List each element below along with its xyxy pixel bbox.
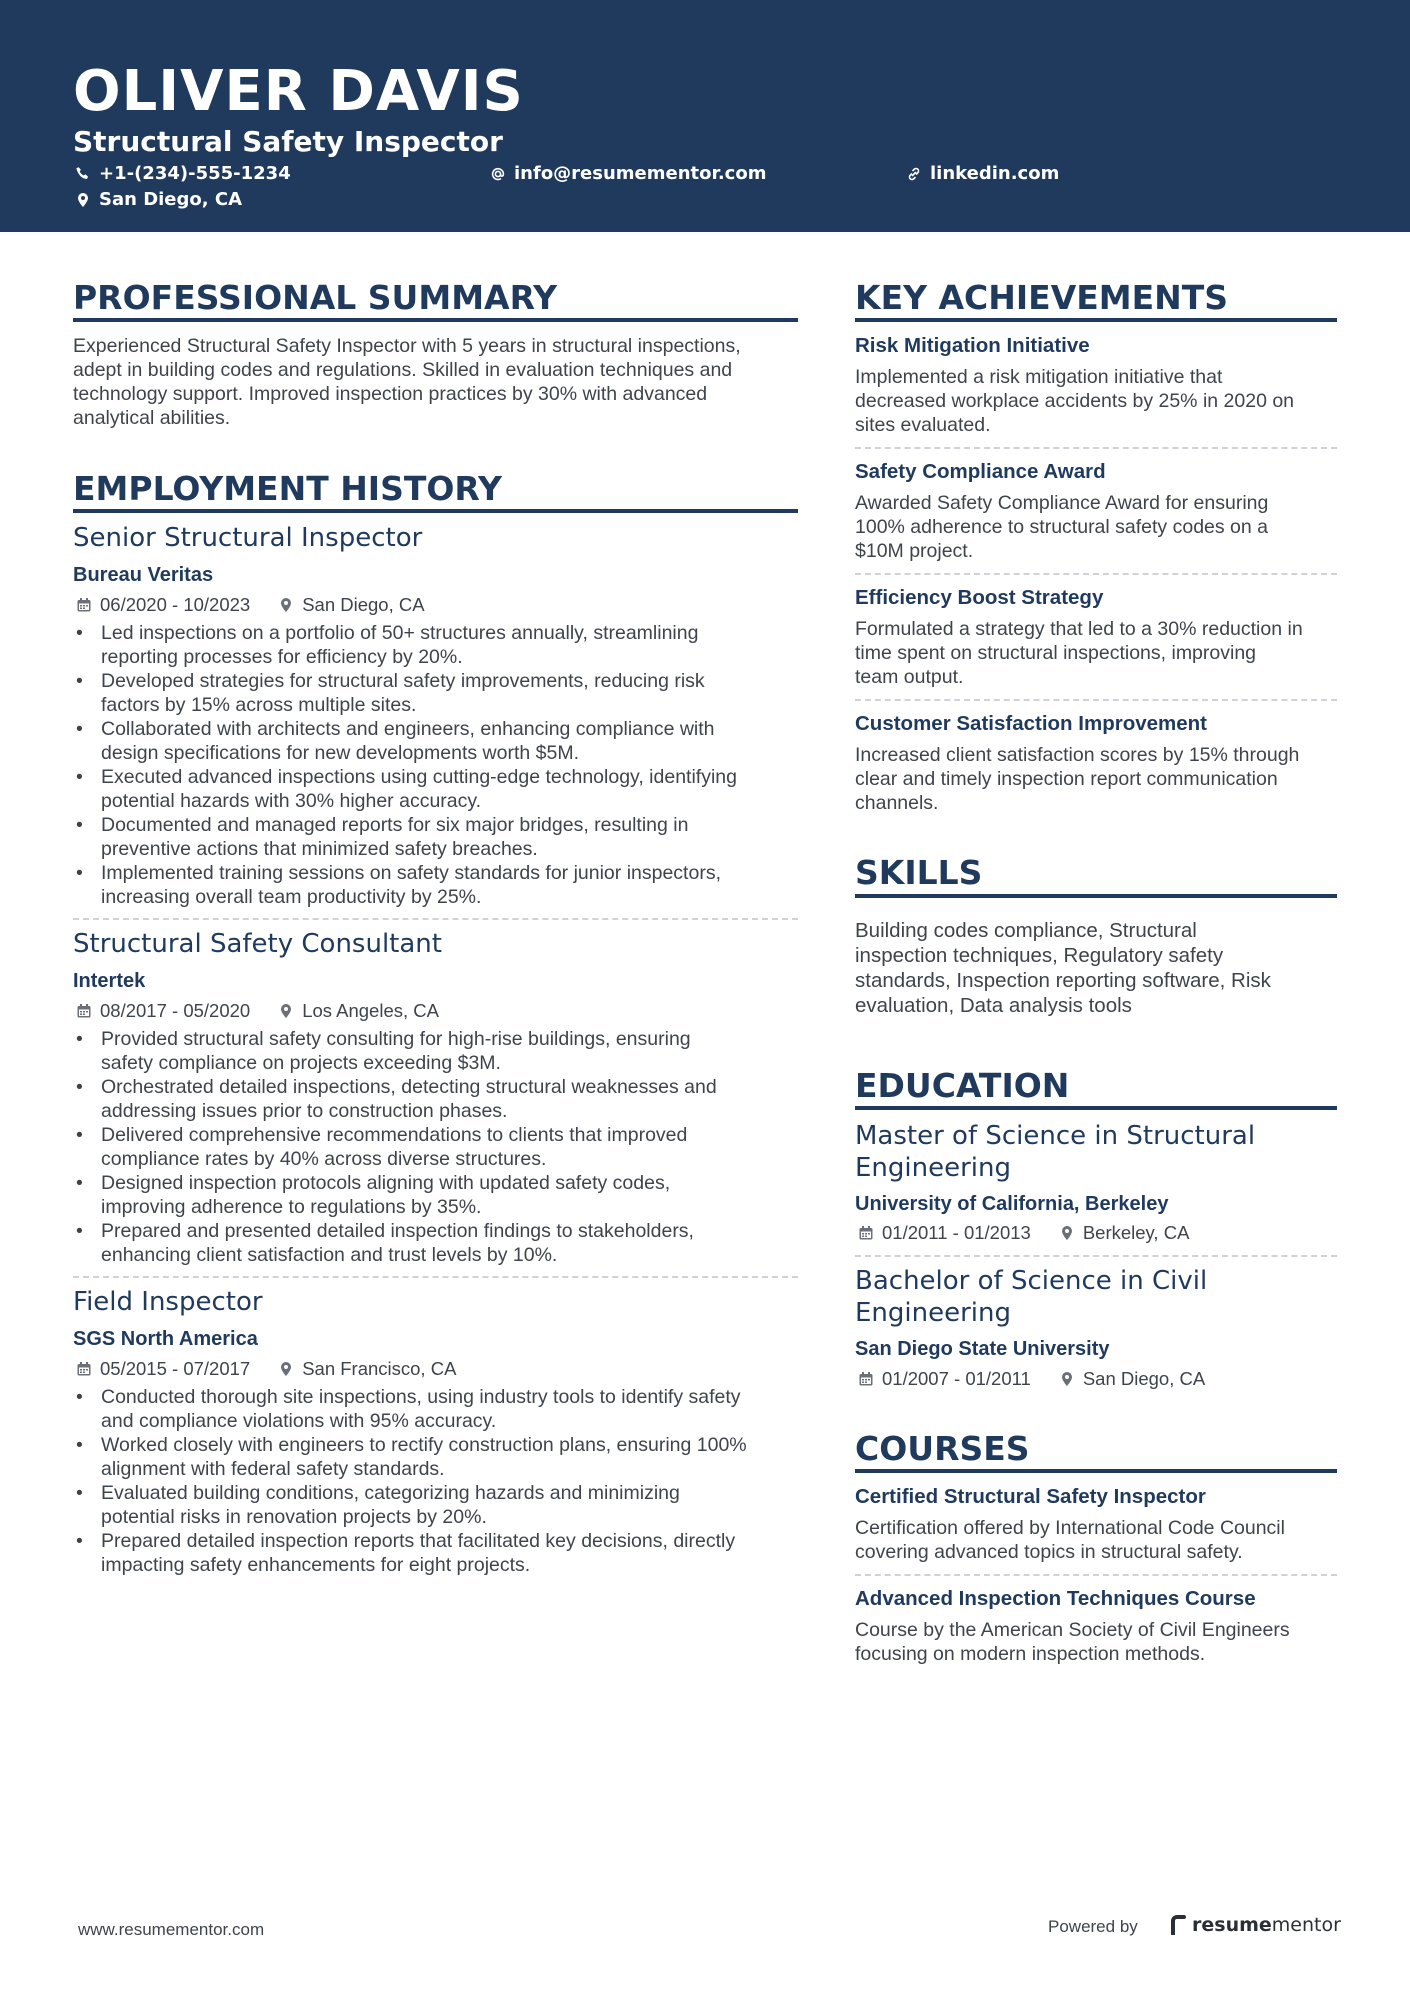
job-dates: 05/2015 - 07/2017 xyxy=(100,1358,251,1379)
calendar-icon xyxy=(858,1371,874,1387)
brand-logo[interactable] xyxy=(1170,1914,1341,1936)
location-pin-icon xyxy=(278,597,294,613)
company-name: Bureau Veritas xyxy=(73,564,214,586)
employment-heading: EMPLOYMENT HISTORY xyxy=(73,469,502,508)
skills-rule xyxy=(855,894,1337,898)
job-bullet: • Prepared and presented detailed inspection findings to stakeholders, enhancing client satisfaction and trust levels by 10%. xyxy=(73,1219,813,1267)
job-bullet: • Evaluated building conditions, categorizing hazards and minimizing potential risks in renovation projects by 20%. xyxy=(73,1481,813,1529)
job-location: San Francisco, CA xyxy=(302,1358,457,1379)
job-meta xyxy=(76,999,439,1023)
candidate-name: OLIVER DAVIS xyxy=(73,59,524,124)
job-bullet: • Developed strategies for structural safety improvements, reducing risk factors by 15% across multiple sites. xyxy=(73,669,813,717)
candidate-title: Structural Safety Inspector xyxy=(73,125,503,158)
job-bullets xyxy=(73,1385,813,1577)
job-dates: 06/2020 - 10/2023 xyxy=(100,594,251,615)
location-pin-icon xyxy=(278,1361,294,1377)
summary-line: analytical abilities. xyxy=(73,407,231,429)
email-contact[interactable] xyxy=(490,162,766,186)
calendar-icon xyxy=(76,1003,92,1019)
calendar-icon xyxy=(858,1225,874,1241)
job-bullet: • Delivered comprehensive recommendations to clients that improved compliance rates by 40% across diverse structures. xyxy=(73,1123,813,1171)
job-bullet: • Conducted thorough site inspections, using industry tools to identify safety and compliance violations with 95% accuracy. xyxy=(73,1385,813,1433)
phone-contact[interactable] xyxy=(75,162,291,186)
education-meta xyxy=(858,1221,1189,1245)
achievements-rule xyxy=(855,318,1337,322)
calendar-icon xyxy=(76,1361,92,1377)
education-rule xyxy=(855,1106,1337,1110)
education-meta xyxy=(858,1367,1205,1391)
course-title: Advanced Inspection Techniques Course xyxy=(855,1587,1256,1610)
summary-line: technology support. Improved inspection practices by 30% with advanced xyxy=(73,383,708,405)
education-dates: 01/2011 - 01/2013 xyxy=(882,1222,1031,1243)
company-name: SGS North America xyxy=(73,1328,258,1350)
location-pin-icon xyxy=(1059,1225,1075,1241)
school-name: University of California, Berkeley xyxy=(855,1193,1169,1215)
resumementor-logo-icon xyxy=(1170,1915,1188,1935)
job-bullet: • Provided structural safety consulting for high-rise buildings, ensuring safety compliance on projects exceeding $3M. xyxy=(73,1027,813,1075)
location-contact xyxy=(75,188,242,212)
achievement-text: Formulated a strategy that led to a 30% reduction in time spent on structural inspections, improving team output. xyxy=(855,618,1303,688)
education-dates: 01/2007 - 01/2011 xyxy=(882,1368,1031,1389)
courses-rule xyxy=(855,1469,1337,1473)
achievement-title: Safety Compliance Award xyxy=(855,460,1106,483)
summary-text xyxy=(73,334,741,430)
brand-name: resumementor xyxy=(1192,1914,1341,1936)
phone-icon xyxy=(75,166,91,182)
achievement-text: Implemented a risk mitigation initiative that decreased workplace accidents by 25% in 2020 on sites evaluated. xyxy=(855,366,1295,436)
divider xyxy=(855,1574,1337,1576)
linkedin-contact[interactable] xyxy=(906,162,1059,186)
course-text: Certification offered by International Code Council covering advanced topics in structural safety. xyxy=(855,1517,1285,1563)
job-bullet: • Implemented training sessions on safety standards for junior inspectors, increasing overall team productivity by 25%. xyxy=(73,861,813,909)
achievements-heading: KEY ACHIEVEMENTS xyxy=(855,278,1229,317)
skills-heading: SKILLS xyxy=(855,853,983,892)
skills-text: Building codes compliance, Structural inspection techniques, Regulatory safety standards, Inspection reporting software, Risk evaluation, Data analysis tools xyxy=(855,919,1271,1017)
divider xyxy=(855,447,1337,449)
summary-heading: PROFESSIONAL SUMMARY xyxy=(73,278,558,317)
education-location: Berkeley, CA xyxy=(1082,1222,1190,1243)
job-bullet: • Designed inspection protocols aligning with updated safety codes, improving adherence to regulations by 35%. xyxy=(73,1171,813,1219)
summary-rule xyxy=(73,318,798,322)
job-bullet: • Executed advanced inspections using cutting-edge technology, identifying potential hazards with 30% higher accuracy. xyxy=(73,765,813,813)
courses-heading: COURSES xyxy=(855,1429,1030,1468)
email-text: info@resumementor.com xyxy=(514,163,767,184)
summary-line: adept in building codes and regulations. Skilled in evaluation techniques and xyxy=(73,359,733,381)
job-location: Los Angeles, CA xyxy=(302,1000,439,1021)
divider xyxy=(855,1255,1337,1257)
job-bullet: • Collaborated with architects and engineers, enhancing compliance with design specifications for new developments worth $5M. xyxy=(73,717,813,765)
course-title: Certified Structural Safety Inspector xyxy=(855,1485,1206,1508)
job-location: San Diego, CA xyxy=(302,594,425,615)
company-name: Intertek xyxy=(73,970,146,992)
job-bullet: • Orchestrated detailed inspections, detecting structural weaknesses and addressing issues prior to construction phases. xyxy=(73,1075,813,1123)
job-bullets xyxy=(73,621,813,909)
education-location: San Diego, CA xyxy=(1082,1368,1206,1389)
job-bullet: • Worked closely with engineers to rectify construction plans, ensuring 100% alignment with federal safety standards. xyxy=(73,1433,813,1481)
link-icon xyxy=(906,166,922,182)
job-dates: 08/2017 - 05/2020 xyxy=(100,1000,251,1021)
linkedin-text: linkedin.com xyxy=(930,163,1060,184)
location-text: San Diego, CA xyxy=(99,189,243,210)
job-meta xyxy=(76,593,425,617)
job-bullet: • Led inspections on a portfolio of 50+ structures annually, streamlining reporting processes for efficiency by 20%. xyxy=(73,621,813,669)
course-text: Course by the American Society of Civil Engineers focusing on modern inspection methods. xyxy=(855,1619,1290,1665)
divider xyxy=(73,1276,798,1278)
job-title: Senior Structural Inspector xyxy=(73,523,423,553)
job-meta xyxy=(76,1357,456,1381)
calendar-icon xyxy=(76,597,92,613)
achievement-title: Risk Mitigation Initiative xyxy=(855,334,1090,357)
degree-title: Bachelor of Science in Civil Engineering xyxy=(855,1266,1208,1328)
location-pin-icon xyxy=(1059,1371,1075,1387)
achievement-text: Increased client satisfaction scores by 15% through clear and timely inspection report communication channels. xyxy=(855,744,1300,814)
footer-url[interactable]: www.resumementor.com xyxy=(78,1920,265,1939)
divider xyxy=(855,573,1337,575)
education-heading: EDUCATION xyxy=(855,1066,1070,1105)
job-bullet: • Documented and managed reports for six major bridges, resulting in preventive actions that minimized safety breaches. xyxy=(73,813,813,861)
powered-by-label: Powered by xyxy=(1048,1917,1138,1936)
job-bullet: • Prepared detailed inspection reports that facilitated key decisions, directly impacting safety enhancements for eight projects. xyxy=(73,1529,813,1577)
divider xyxy=(73,918,798,920)
school-name: San Diego State University xyxy=(855,1338,1110,1360)
achievement-text: Awarded Safety Compliance Award for ensuring 100% adherence to structural safety codes on a $10M project. xyxy=(855,492,1269,562)
at-icon xyxy=(490,166,506,182)
degree-title: Master of Science in Structural Engineering xyxy=(855,1121,1256,1183)
location-pin-icon xyxy=(278,1003,294,1019)
employment-rule xyxy=(73,509,798,513)
achievement-title: Efficiency Boost Strategy xyxy=(855,586,1104,609)
phone-text: +1-(234)-555-1234 xyxy=(99,163,291,184)
job-bullets xyxy=(73,1027,813,1267)
job-title: Field Inspector xyxy=(73,1287,263,1317)
header xyxy=(0,0,1410,232)
location-pin-icon xyxy=(75,192,91,208)
job-title: Structural Safety Consultant xyxy=(73,929,442,959)
divider xyxy=(855,699,1337,701)
summary-line: Experienced Structural Safety Inspector with 5 years in structural inspections, xyxy=(73,335,741,357)
achievement-title: Customer Satisfaction Improvement xyxy=(855,712,1207,735)
